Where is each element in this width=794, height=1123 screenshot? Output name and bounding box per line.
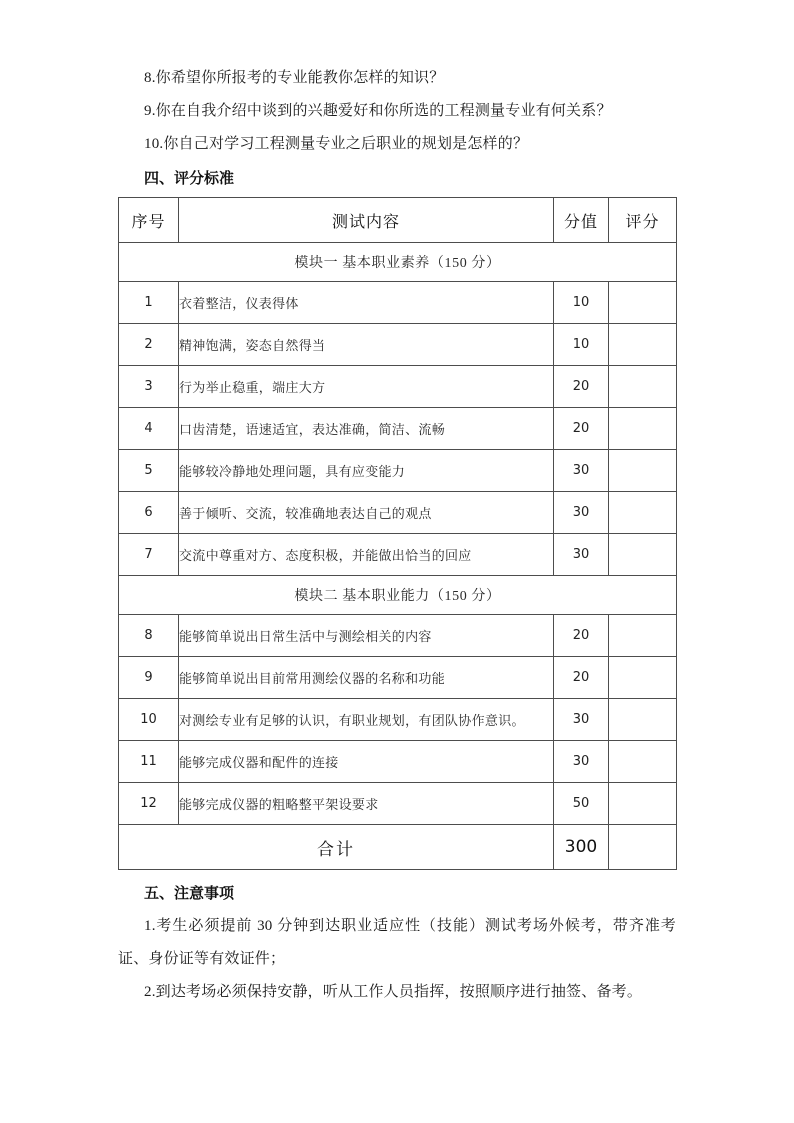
question-item: 10.你自己对学习工程测量专业之后职业的规划是怎样的？ xyxy=(144,136,529,152)
row-no: 1 xyxy=(119,282,179,324)
row-score: 10 xyxy=(554,282,609,324)
question-item: 8.你希望你所报考的专业能教你怎样的知识？ xyxy=(144,70,445,86)
row-no: 6 xyxy=(119,492,179,534)
column-header-no: 序号 xyxy=(119,198,179,243)
table-row xyxy=(119,657,677,699)
row-mark[interactable] xyxy=(609,324,677,366)
table-row xyxy=(119,324,677,366)
row-mark[interactable] xyxy=(609,534,677,576)
column-header-mark: 评分 xyxy=(609,198,677,243)
row-score: 20 xyxy=(554,657,609,699)
row-score: 20 xyxy=(554,408,609,450)
interview-question-list xyxy=(118,62,676,161)
row-score: 30 xyxy=(554,450,609,492)
row-no: 7 xyxy=(119,534,179,576)
table-row xyxy=(119,699,677,741)
row-no: 2 xyxy=(119,324,179,366)
row-item: 能够完成仪器和配件的连接 xyxy=(179,741,554,783)
table-row xyxy=(119,408,677,450)
row-no: 4 xyxy=(119,408,179,450)
table-row xyxy=(119,534,677,576)
row-mark[interactable] xyxy=(609,408,677,450)
row-score: 30 xyxy=(554,699,609,741)
row-item: 交流中尊重对方、态度积极，并能做出恰当的回应 xyxy=(179,534,554,576)
scoring-criteria-heading: 四、评分标准 xyxy=(144,169,235,187)
table-total-row xyxy=(119,825,677,870)
note-item: 2.到达考场必须保持安静，听从工作人员指挥，按照顺序进行抽签、备考。 xyxy=(144,984,643,1000)
row-no: 5 xyxy=(119,450,179,492)
row-item: 能够简单说出目前常用测绘仪器的名称和功能 xyxy=(179,657,554,699)
total-score: 300 xyxy=(554,825,609,870)
row-score: 30 xyxy=(554,534,609,576)
row-item: 衣着整洁，仪表得体 xyxy=(179,282,554,324)
row-no: 3 xyxy=(119,366,179,408)
row-mark[interactable] xyxy=(609,366,677,408)
row-mark[interactable] xyxy=(609,657,677,699)
page-content xyxy=(118,62,676,1009)
table-header-row xyxy=(119,198,677,243)
row-no: 10 xyxy=(119,699,179,741)
row-item: 善于倾听、交流，较准确地表达自己的观点 xyxy=(179,492,554,534)
row-item: 精神饱满，姿态自然得当 xyxy=(179,324,554,366)
row-no: 11 xyxy=(119,741,179,783)
notes-heading: 五、注意事项 xyxy=(144,884,235,902)
row-mark[interactable] xyxy=(609,783,677,825)
row-score: 30 xyxy=(554,741,609,783)
module-header-row xyxy=(119,576,677,615)
total-label: 合计 xyxy=(119,825,554,870)
notes-list xyxy=(118,910,676,1009)
row-score: 50 xyxy=(554,783,609,825)
table-row xyxy=(119,741,677,783)
row-mark[interactable] xyxy=(609,699,677,741)
row-no: 8 xyxy=(119,615,179,657)
total-mark[interactable] xyxy=(609,825,677,870)
row-mark[interactable] xyxy=(609,741,677,783)
row-score: 20 xyxy=(554,366,609,408)
row-score: 20 xyxy=(554,615,609,657)
row-item: 对测绘专业有足够的认识，有职业规划，有团队协作意识。 xyxy=(179,699,554,741)
row-item: 能够完成仪器的粗略整平架设要求 xyxy=(179,783,554,825)
module-title: 模块二 基本职业能力（150 分） xyxy=(119,576,677,615)
table-row xyxy=(119,492,677,534)
table-row xyxy=(119,450,677,492)
row-item: 口齿清楚，语速适宜，表达准确，简洁、流畅 xyxy=(179,408,554,450)
module-header-row xyxy=(119,243,677,282)
table-row xyxy=(119,615,677,657)
row-mark[interactable] xyxy=(609,615,677,657)
row-score: 10 xyxy=(554,324,609,366)
row-item: 能够简单说出日常生活中与测绘相关的内容 xyxy=(179,615,554,657)
row-item: 能够较冷静地处理问题，具有应变能力 xyxy=(179,450,554,492)
table-row xyxy=(119,366,677,408)
scoring-criteria-table xyxy=(118,197,677,870)
table-row xyxy=(119,783,677,825)
row-mark[interactable] xyxy=(609,450,677,492)
row-no: 12 xyxy=(119,783,179,825)
row-item: 行为举止稳重，端庄大方 xyxy=(179,366,554,408)
module-title: 模块一 基本职业素养（150 分） xyxy=(119,243,677,282)
question-item: 9.你在自我介绍中谈到的兴趣爱好和你所选的工程测量专业有何关系？ xyxy=(144,103,612,119)
column-header-item: 测试内容 xyxy=(179,198,554,243)
row-mark[interactable] xyxy=(609,492,677,534)
table-row xyxy=(119,282,677,324)
row-mark[interactable] xyxy=(609,282,677,324)
row-score: 30 xyxy=(554,492,609,534)
column-header-score: 分值 xyxy=(554,198,609,243)
note-item: 1.考生必须提前 30 分钟到达职业适应性（技能）测试考场外候考，带齐准考证、身份证等有效证件； xyxy=(118,918,676,967)
row-no: 9 xyxy=(119,657,179,699)
